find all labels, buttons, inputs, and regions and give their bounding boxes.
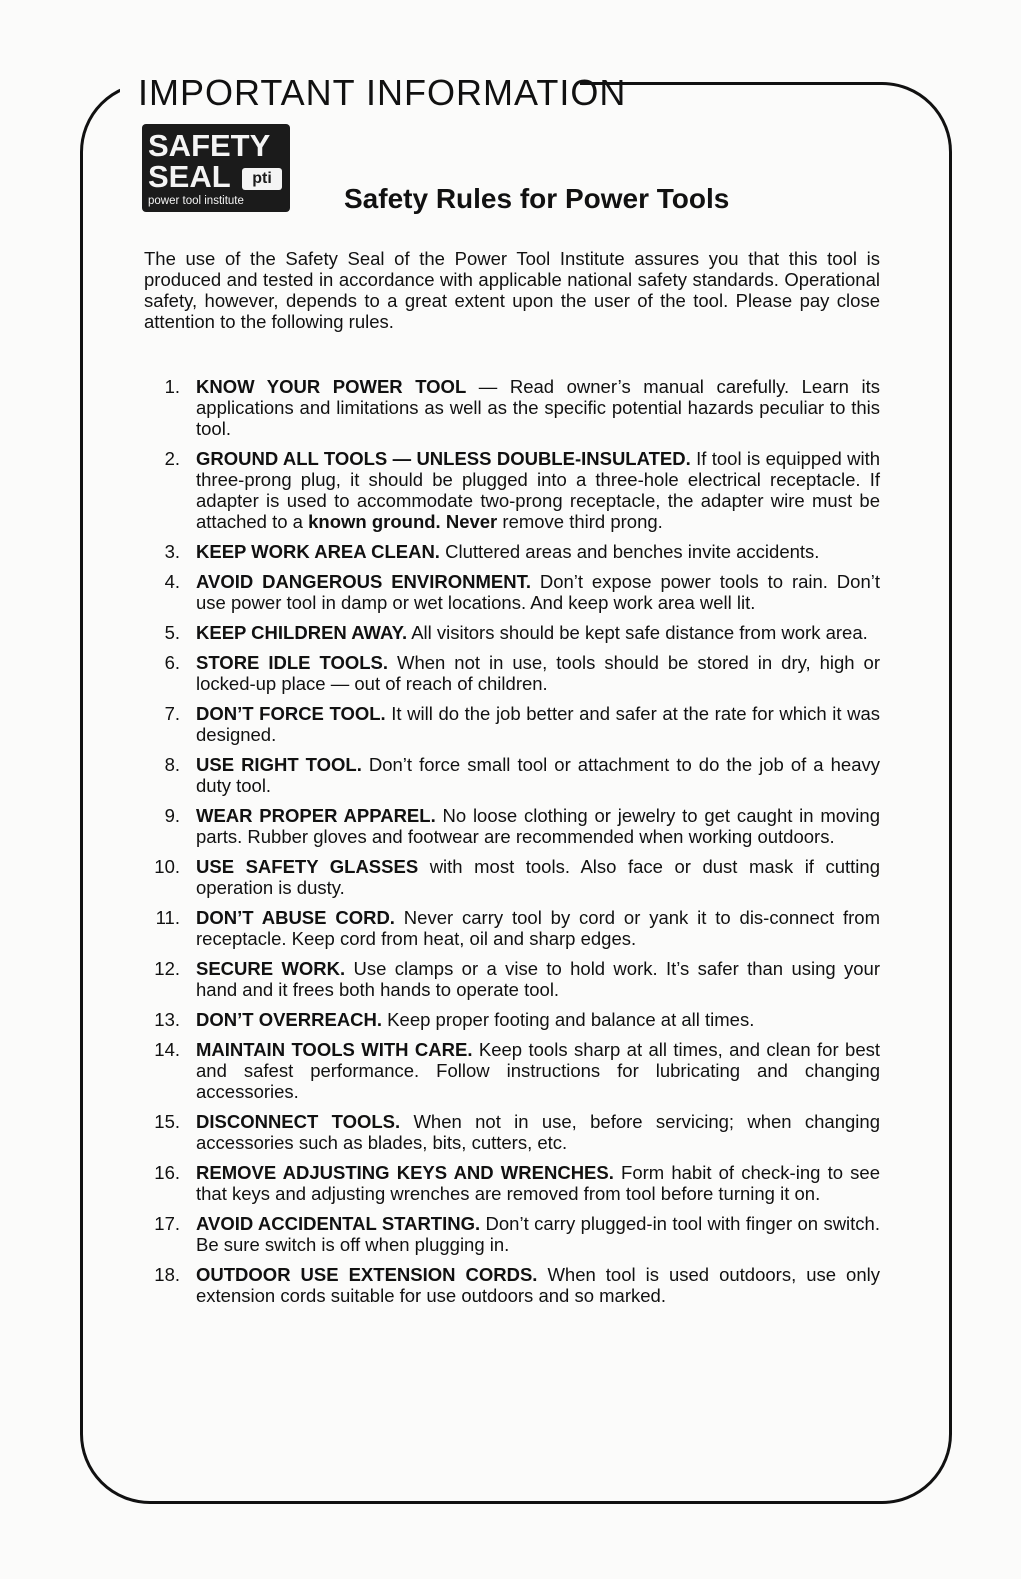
rule-title: DON’T ABUSE CORD. xyxy=(196,907,395,928)
rule-item xyxy=(144,571,880,613)
rule-title: KEEP WORK AREA CLEAN. xyxy=(196,541,440,562)
rule-item xyxy=(144,856,880,898)
rule-title: MAINTAIN TOOLS WITH CARE. xyxy=(196,1039,473,1060)
rule-text: Keep proper footing and balance at all times. xyxy=(382,1009,755,1030)
rule-item xyxy=(144,754,880,796)
rule-text: When not in use, tools should be stored in dry, high or locked-up place — out of reach of children. xyxy=(196,652,880,694)
rule-number: 15. xyxy=(154,1111,180,1132)
rule-number: 6. xyxy=(164,652,180,673)
rule-text: Don’t carry plugged-in tool with finger on switch. Be sure switch is off when plugging in. xyxy=(196,1213,880,1255)
rule-text: Don’t force small tool or attachment to do the job of a heavy duty tool. xyxy=(196,754,880,796)
rule-item xyxy=(144,703,880,745)
rule-number: 17. xyxy=(154,1213,180,1234)
rule-number: 7. xyxy=(164,703,180,724)
rule-number: 11. xyxy=(155,907,180,928)
rule-text: Cluttered areas and benches invite accidents. xyxy=(439,541,820,562)
rule-item xyxy=(144,1162,880,1204)
rule-title: KEEP CHILDREN AWAY. xyxy=(196,622,408,643)
rule-emphasis: known ground. xyxy=(308,511,441,532)
rule-text: No loose clothing or jewelry to get caught in moving parts. Rubber gloves and footwear are recommended when working outdoors. xyxy=(196,805,880,847)
rule-title: WEAR PROPER APPAREL. xyxy=(196,805,436,826)
rule-number: 12. xyxy=(154,958,180,979)
rule-title: KNOW YOUR POWER TOOL xyxy=(196,376,467,397)
rule-emphasis: Never xyxy=(445,511,498,532)
rule-title: REMOVE ADJUSTING KEYS AND WRENCHES. xyxy=(196,1162,614,1183)
rule-text: — Read owner’s manual carefully. Learn its applications and limitations as well as the specific potential hazards peculiar to this tool. xyxy=(196,376,881,439)
rule-text: When tool is used outdoors, use only extension cords suitable for use outdoors and so marked. xyxy=(196,1264,880,1306)
rule-number: 14. xyxy=(154,1039,180,1060)
rule-item xyxy=(144,541,880,562)
rule-number: 2. xyxy=(164,448,180,469)
rule-item xyxy=(144,1264,880,1306)
rule-text: with most tools. Also face or dust mask if cutting operation is dusty. xyxy=(196,856,880,898)
rule-item xyxy=(144,1111,880,1153)
rule-title: AVOID DANGEROUS ENVIRONMENT. xyxy=(196,571,531,592)
rule-number: 8. xyxy=(164,754,180,775)
rule-number: 10. xyxy=(154,856,180,877)
rule-text: When not in use, before servicing; when changing accessories such as blades, bits, cutters, etc. xyxy=(196,1111,880,1153)
intro-paragraph: The use of the Safety Seal of the Power Tool Institute assures you that this tool is produced and tested in accordance with applicable national safety standards. Operational safety, however, depends to a great extent upon the user of the tool. Please pay close attention to the following rules. xyxy=(144,248,880,332)
rule-title: STORE IDLE TOOLS. xyxy=(196,652,389,673)
rule-title: DON’T OVERREACH. xyxy=(196,1009,383,1030)
rule-item xyxy=(144,652,880,694)
rule-item xyxy=(144,376,880,439)
rule-title: USE RIGHT TOOL. xyxy=(196,754,362,775)
rule-item xyxy=(144,958,880,1000)
section-heading: Safety Rules for Power Tools xyxy=(344,183,730,214)
rule-item xyxy=(144,622,880,643)
rule-item xyxy=(144,448,880,532)
rule-number: 5. xyxy=(164,622,180,643)
rule-title: GROUND ALL TOOLS — UNLESS DOUBLE-INSULATED. xyxy=(196,448,691,469)
rule-item xyxy=(144,907,880,949)
rule-number: 9. xyxy=(164,805,180,826)
rule-number: 13. xyxy=(154,1009,180,1030)
safety-rules-list xyxy=(144,376,880,1315)
rule-item xyxy=(144,805,880,847)
rule-title: SECURE WORK. xyxy=(196,958,346,979)
page-title: IMPORTANT INFORMATION xyxy=(138,72,627,113)
rule-title: AVOID ACCIDENTAL STARTING. xyxy=(196,1213,481,1234)
rule-text: Never carry tool by cord or yank it to dis-connect from receptacle. Keep cord from heat, oil and sharp edges. xyxy=(196,907,880,949)
rule-text: Don’t expose power tools to rain. Don’t use power tool in damp or wet locations. And keep work area well lit. xyxy=(196,571,880,613)
rule-text: Keep tools sharp at all times, and clean for best and safest performance. Follow instructions for lubricating and changing accessories. xyxy=(196,1039,881,1102)
seal-caption: power tool institute xyxy=(148,195,244,207)
pti-logo-icon: pti xyxy=(242,168,282,190)
rule-number: 4. xyxy=(164,571,180,592)
rule-text: All visitors should be kept safe distance from work area. xyxy=(407,622,868,643)
rule-text: Form habit of check-ing to see that keys and adjusting wrenches are removed from tool before turning it on. xyxy=(196,1162,880,1204)
safety-seal-logo xyxy=(142,124,290,212)
rule-number: 1. xyxy=(164,376,180,397)
rule-number: 18. xyxy=(154,1264,180,1285)
rule-title: DON’T FORCE TOOL. xyxy=(196,703,386,724)
rule-number: 16. xyxy=(154,1162,180,1183)
rule-item xyxy=(144,1213,880,1255)
rule-title: DISCONNECT TOOLS. xyxy=(196,1111,401,1132)
seal-line-seal: SEAL xyxy=(148,159,231,194)
seal-line-safety: SAFETY xyxy=(148,128,271,163)
rule-number: 3. xyxy=(164,541,180,562)
rule-title: OUTDOOR USE EXTENSION CORDS. xyxy=(196,1264,538,1285)
rule-item xyxy=(144,1039,880,1102)
rule-title: USE SAFETY GLASSES xyxy=(196,856,419,877)
rule-text: Use clamps or a vise to hold work. It’s safer than using your hand and it frees both hands to operate tool. xyxy=(196,958,880,1000)
rule-text-tail: remove third prong. xyxy=(497,511,663,532)
rule-text: If tool is equipped with three-prong plug, it should be plugged into a three-hole electrical receptacle. If adapter is used to accommodate two-prong receptacle, the adapter wire must be attached to a xyxy=(196,448,881,532)
rule-item xyxy=(144,1009,880,1030)
rule-text: It will do the job better and safer at the rate for which it was designed. xyxy=(196,703,880,745)
